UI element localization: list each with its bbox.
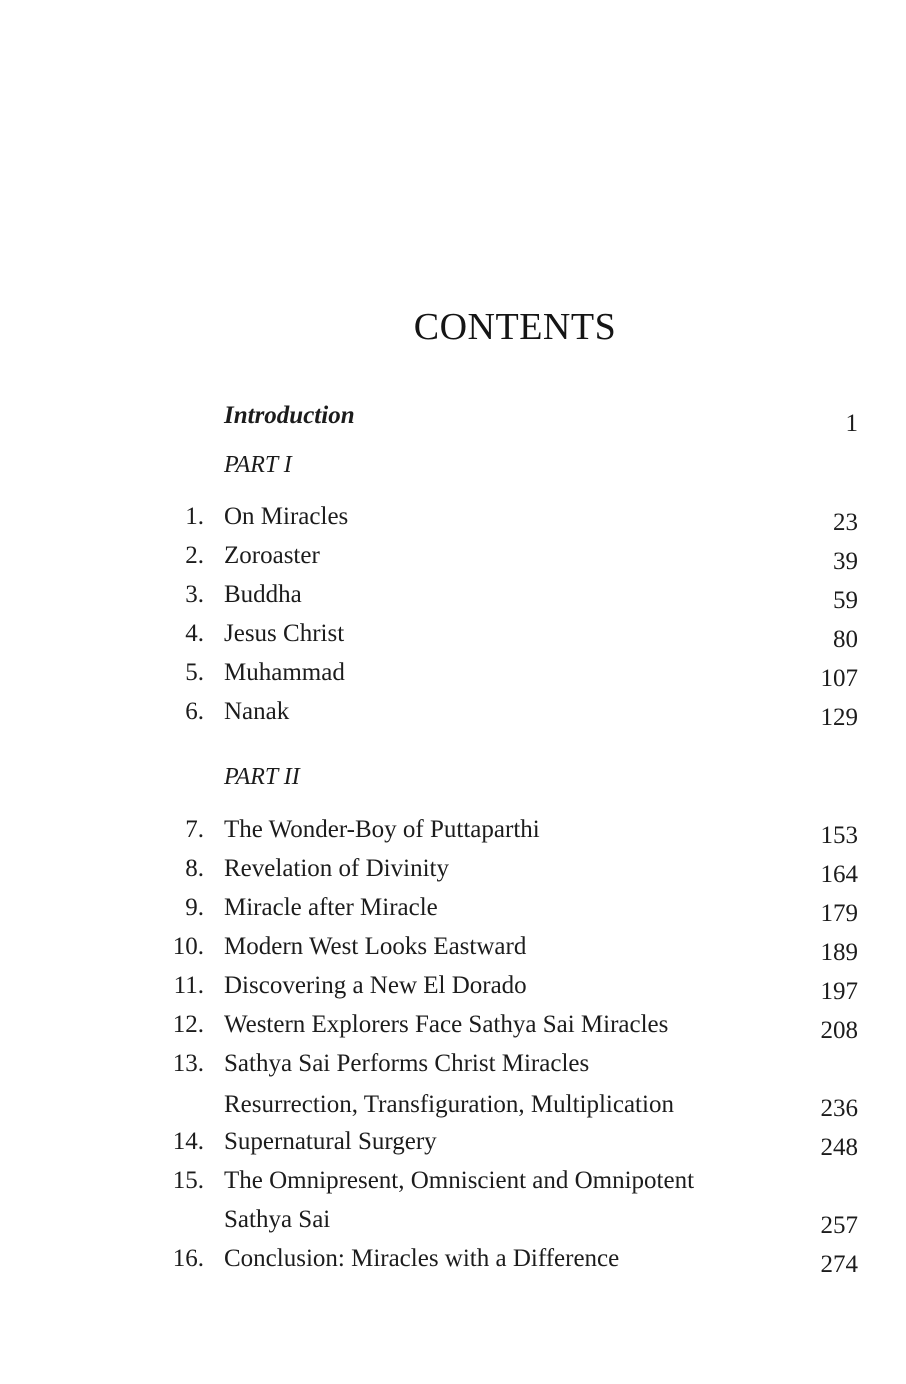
entry-number: 4.: [185, 620, 204, 647]
entry-number: 3.: [185, 581, 204, 608]
entry-title: Zoroaster: [224, 542, 320, 569]
toc-entry: [0, 1167, 906, 1243]
entry-title: Miracle after Miracle: [224, 894, 438, 921]
entry-number: 6.: [185, 698, 204, 725]
part-heading: PART I: [224, 452, 292, 478]
toc-entry: [0, 1011, 906, 1045]
entry-page: 153: [820, 822, 858, 849]
entry-number: 7.: [185, 816, 204, 843]
entry-title: Supernatural Surgery: [224, 1128, 437, 1155]
entry-page: 189: [820, 939, 858, 966]
entry-title: Modern West Looks Eastward: [224, 933, 527, 960]
toc-entry: [0, 503, 906, 537]
entry-page: 107: [820, 665, 858, 692]
toc-entry: [0, 816, 906, 850]
entry-title: Muhammad: [224, 659, 345, 686]
entry-title: The Omnipresent, Omniscient and Omnipotent: [224, 1167, 695, 1194]
toc-entry: [0, 698, 906, 732]
entry-page: 236: [820, 1095, 858, 1122]
toc-entry: [0, 933, 906, 967]
entry-page: 274: [820, 1251, 858, 1278]
entry-number: 11.: [173, 972, 204, 999]
toc-entry: [0, 855, 906, 889]
entry-number: 14.: [172, 1128, 204, 1155]
entry-title: The Wonder-Boy of Puttaparthi: [224, 816, 540, 843]
entry-title: Nanak: [224, 698, 290, 725]
entry-number: 1.: [185, 503, 204, 530]
entry-number: 5.: [185, 659, 204, 686]
entry-page: 59: [833, 587, 858, 614]
toc-entry: [0, 659, 906, 693]
page-title: CONTENTS: [413, 306, 617, 348]
toc-entry-introduction: [0, 402, 906, 436]
toc-entry: [0, 1245, 906, 1279]
entry-title: Jesus Christ: [224, 620, 345, 647]
entry-number: 15.: [172, 1167, 204, 1194]
entry-page: 248: [820, 1134, 858, 1161]
entry-page: 197: [820, 978, 858, 1005]
entry-page: 208: [820, 1017, 858, 1044]
entry-title: Sathya Sai Performs Christ Miracles: [224, 1050, 590, 1077]
entry-title: On Miracles: [224, 503, 349, 530]
entry-number: 12.: [172, 1011, 204, 1038]
toc-entry: [0, 894, 906, 928]
entry-title: Revelation of Divinity: [224, 855, 449, 882]
entry-title: Discovering a New El Dorado: [224, 972, 527, 999]
entry-title-line2: Sathya Sai: [224, 1206, 331, 1233]
toc-entry: [0, 581, 906, 615]
entry-page: 23: [833, 509, 858, 536]
toc-entry: [0, 1128, 906, 1162]
entry-title-line2: Resurrection, Transfiguration, Multiplication: [224, 1091, 674, 1118]
toc-entry: [0, 620, 906, 654]
entry-number: 10.: [172, 933, 204, 960]
toc-entry: [0, 542, 906, 576]
entry-page: 39: [833, 548, 858, 575]
entry-number: 16.: [172, 1245, 204, 1272]
entry-title: Western Explorers Face Sathya Sai Miracles: [224, 1011, 669, 1038]
entry-page: 257: [820, 1212, 858, 1239]
entry-title: Buddha: [224, 581, 302, 608]
entry-title: Introduction: [224, 402, 355, 429]
toc-entry: [0, 972, 906, 1006]
entry-page: 129: [820, 704, 858, 731]
entry-page: 179: [820, 900, 858, 927]
toc-entry: [0, 1050, 906, 1126]
entry-number: 2.: [185, 542, 204, 569]
part-heading: PART II: [224, 764, 300, 790]
entry-number: 13.: [172, 1050, 204, 1077]
entry-title: Conclusion: Miracles with a Difference: [224, 1245, 620, 1272]
entry-number: 8.: [185, 855, 204, 882]
entry-page: 80: [833, 626, 858, 653]
entry-page: 1: [845, 410, 858, 437]
entry-number: 9.: [185, 894, 204, 921]
entry-page: 164: [820, 861, 858, 888]
